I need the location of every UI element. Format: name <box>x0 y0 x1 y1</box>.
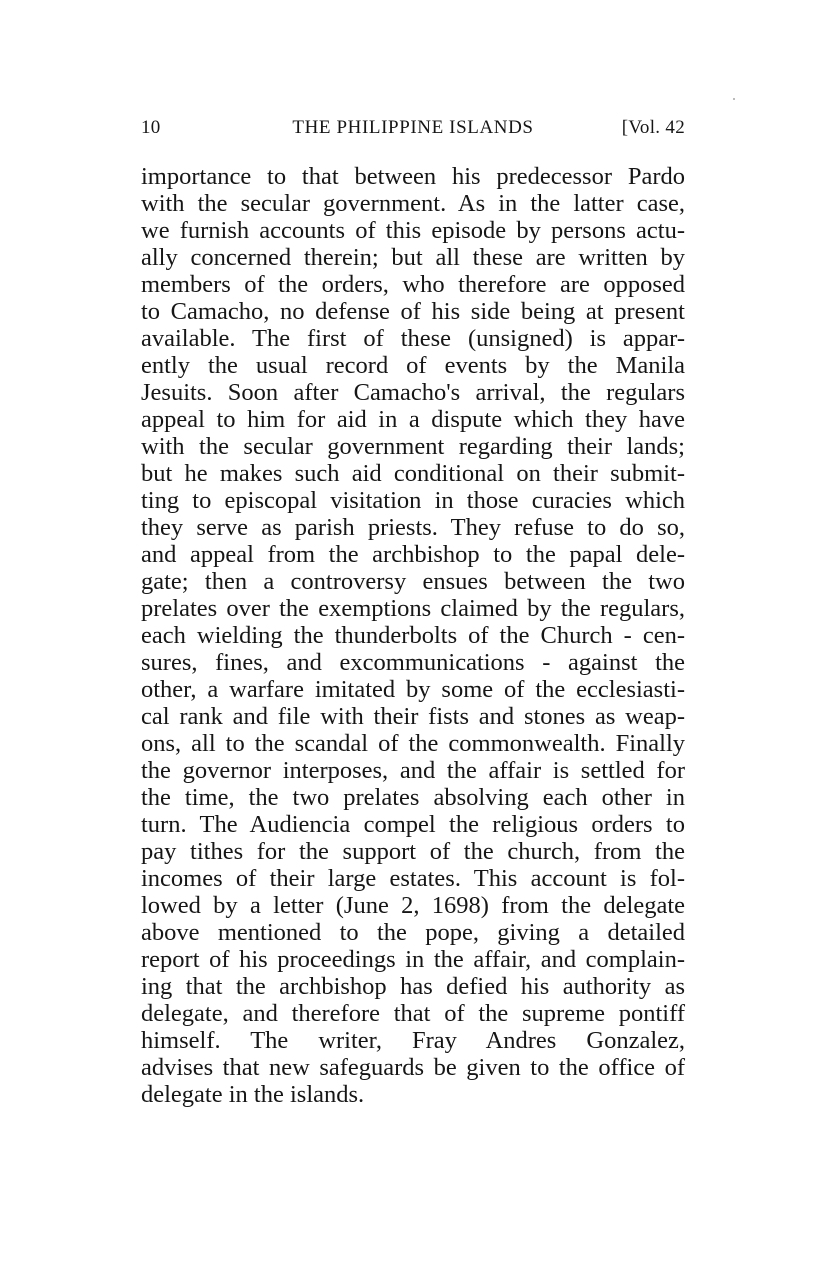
text-line: ing that the archbishop has defied his authority as <box>141 973 685 1000</box>
text-line: other, a warfare imitated by some of the ecclesiasti- <box>141 676 685 703</box>
text-line: delegate in the islands. <box>141 1081 365 1108</box>
text-line: advises that new safeguards be given to the office of <box>141 1054 685 1081</box>
text-line: turn. The Audiencia compel the religious orders to <box>141 811 685 838</box>
scan-speck <box>733 98 735 100</box>
text-line: the governor interposes, and the affair is settled for <box>141 757 685 784</box>
body-text <box>141 163 685 1108</box>
text-line: delegate, and therefore that of the supreme pontiff <box>141 1000 685 1027</box>
text-line: report of his proceedings in the affair, and complain- <box>141 946 685 973</box>
text-line: each wielding the thunderbolts of the Church - cen- <box>141 622 685 649</box>
volume-label: [Vol. 42 <box>621 117 685 138</box>
text-line: gate; then a controversy ensues between the two <box>141 568 685 595</box>
running-head <box>141 117 685 147</box>
text-line: ons, all to the scandal of the commonwealth. Finally <box>141 730 685 757</box>
text-line: himself. The writer, Fray Andres Gonzalez, <box>141 1027 685 1054</box>
text-line: ently the usual record of events by the Manila <box>141 352 685 379</box>
text-line: they serve as parish priests. They refuse to do so, <box>141 514 685 541</box>
text-line: incomes of their large estates. This account is fol- <box>141 865 685 892</box>
text-line: sures, fines, and excommunications - against the <box>141 649 685 676</box>
text-line: the time, the two prelates absolving each other in <box>141 784 685 811</box>
text-line: ally concerned therein; but all these are written by <box>141 244 685 271</box>
text-line: lowed by a letter (June 2, 1698) from the delegate <box>141 892 685 919</box>
text-line: importance to that between his predecessor Pardo <box>141 163 685 190</box>
text-line: Jesuits. Soon after Camacho's arrival, the regulars <box>141 379 685 406</box>
text-line: appeal to him for aid in a dispute which they have <box>141 406 685 433</box>
text-line: members of the orders, who therefore are opposed <box>141 271 685 298</box>
text-line: with the secular government regarding their lands; <box>141 433 685 460</box>
text-line: prelates over the exemptions claimed by the regulars, <box>141 595 685 622</box>
text-line: but he makes such aid conditional on their submit- <box>141 460 685 487</box>
text-line: to Camacho, no defense of his side being at present <box>141 298 685 325</box>
text-line: available. The first of these (unsigned) is appar- <box>141 325 685 352</box>
text-line: pay tithes for the support of the church, from the <box>141 838 685 865</box>
text-line: cal rank and file with their fists and stones as weap- <box>141 703 685 730</box>
text-line: ting to episcopal visitation in those curacies which <box>141 487 685 514</box>
page-number: 10 <box>141 117 161 138</box>
text-line: above mentioned to the pope, giving a detailed <box>141 919 685 946</box>
book-title: THE PHILIPPINE ISLANDS <box>292 117 534 138</box>
text-line: with the secular government. As in the latter case, <box>141 190 685 217</box>
text-line: we furnish accounts of this episode by persons actu- <box>141 217 685 244</box>
text-line: and appeal from the archbishop to the papal dele- <box>141 541 685 568</box>
